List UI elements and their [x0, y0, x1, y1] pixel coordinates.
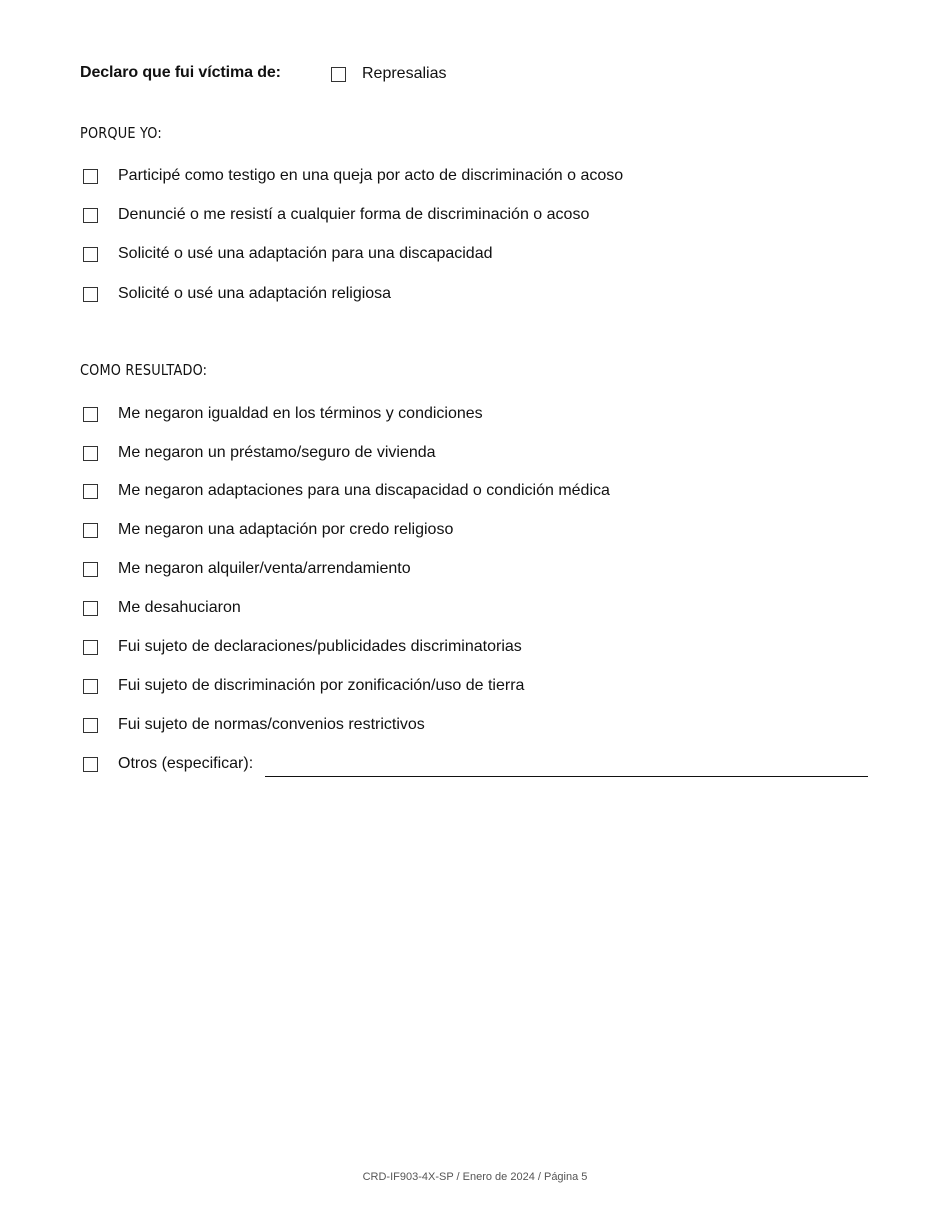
item-label: Me negaron una adaptación por credo religioso — [118, 521, 454, 538]
item-label: Me negaron adaptaciones para una discapacidad o condición médica — [118, 482, 610, 499]
result-item-statements[interactable] — [83, 637, 522, 657]
other-specify-field[interactable] — [265, 776, 868, 777]
checkbox[interactable] — [83, 523, 98, 538]
checkbox[interactable] — [83, 484, 98, 499]
item-label: Participé como testigo en una queja por acto de discriminación o acoso — [118, 167, 624, 184]
retaliation-checkbox[interactable] — [331, 67, 346, 82]
because-item-reported[interactable] — [83, 205, 589, 225]
item-label: Me desahuciaron — [118, 599, 241, 616]
retaliation-label: Represalias — [362, 65, 447, 82]
because-item-witness[interactable] — [83, 166, 623, 186]
item-label: Me negaron un préstamo/seguro de vivienda — [118, 444, 436, 461]
result-item-religious[interactable] — [83, 520, 453, 540]
declaration-label: Declaro que fui víctima de: — [80, 64, 281, 81]
checkbox[interactable] — [83, 446, 98, 461]
result-item-other[interactable] — [83, 754, 253, 774]
checkbox[interactable] — [83, 208, 98, 223]
result-item-covenants[interactable] — [83, 715, 425, 735]
because-heading: PORQUE YO: — [80, 124, 162, 142]
result-heading: COMO RESULTADO: — [80, 361, 208, 379]
result-item-loan[interactable] — [83, 443, 436, 463]
checkbox[interactable] — [83, 718, 98, 733]
checkbox[interactable] — [83, 757, 98, 772]
because-item-religious-accommodation[interactable] — [83, 284, 391, 304]
item-label: Fui sujeto de discriminación por zonificación/uso de tierra — [118, 677, 525, 694]
result-item-zoning[interactable] — [83, 676, 524, 696]
page-footer: CRD-IF903-4X-SP / Enero de 2024 / Página 5 — [362, 1171, 588, 1183]
result-item-rental[interactable] — [83, 559, 411, 579]
checkbox[interactable] — [83, 287, 98, 302]
other-label: Otros (especificar): — [118, 755, 254, 772]
because-item-disability-accommodation[interactable] — [83, 244, 493, 264]
checkbox[interactable] — [83, 247, 98, 262]
checkbox[interactable] — [83, 601, 98, 616]
checkbox[interactable] — [83, 407, 98, 422]
checkbox[interactable] — [83, 679, 98, 694]
item-label: Me negaron alquiler/venta/arrendamiento — [118, 560, 411, 577]
result-item-terms[interactable] — [83, 404, 483, 424]
checkbox[interactable] — [83, 640, 98, 655]
result-item-disability[interactable] — [83, 481, 610, 501]
item-label: Denuncié o me resistí a cualquier forma de discriminación o acoso — [118, 206, 590, 223]
retaliation-option[interactable] — [331, 64, 446, 84]
item-label: Solicité o usé una adaptación para una discapacidad — [118, 245, 493, 262]
item-label: Me negaron igualdad en los términos y condiciones — [118, 405, 483, 422]
result-item-eviction[interactable] — [83, 598, 241, 618]
item-label: Solicité o usé una adaptación religiosa — [118, 285, 392, 302]
checkbox[interactable] — [83, 169, 98, 184]
item-label: Fui sujeto de declaraciones/publicidades discriminatorias — [118, 638, 522, 655]
item-label: Fui sujeto de normas/convenios restrictivos — [118, 716, 425, 733]
checkbox[interactable] — [83, 562, 98, 577]
